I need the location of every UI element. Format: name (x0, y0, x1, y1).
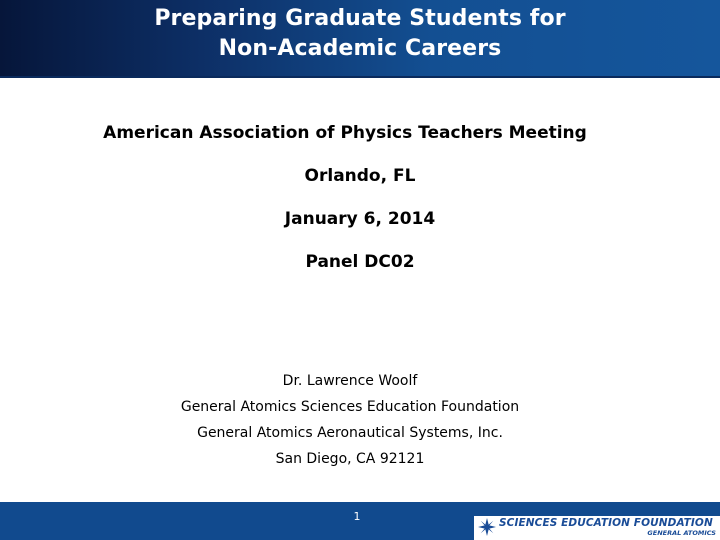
logo-sub: GENERAL ATOMICS (647, 529, 716, 537)
event-details (0, 116, 720, 288)
author-affiliation-1: General Atomics Sciences Education Foundation (180, 399, 520, 415)
author-address: San Diego, CA 92121 (275, 451, 425, 467)
logo-name: SCIENCES EDUCATION FOUNDATION (499, 517, 713, 529)
meeting-location: Orlando, FL (304, 166, 416, 186)
slide-title (0, 4, 720, 64)
page-number: 1 (353, 510, 361, 523)
title-line-2: Non-Academic Careers (218, 36, 502, 61)
panel-id: Panel DC02 (305, 252, 415, 272)
author-name: Dr. Lawrence Woolf (282, 373, 418, 389)
atom-star-icon (478, 518, 496, 536)
author-details (0, 368, 700, 472)
meeting-date: January 6, 2014 (284, 209, 436, 229)
title-bar (0, 0, 720, 78)
foundation-logo (474, 516, 720, 540)
meeting-name: American Association of Physics Teachers Meeting (103, 123, 587, 143)
author-affiliation-2: General Atomics Aeronautical Systems, Inc. (197, 425, 503, 441)
title-line-1: Preparing Graduate Students for (154, 6, 566, 31)
